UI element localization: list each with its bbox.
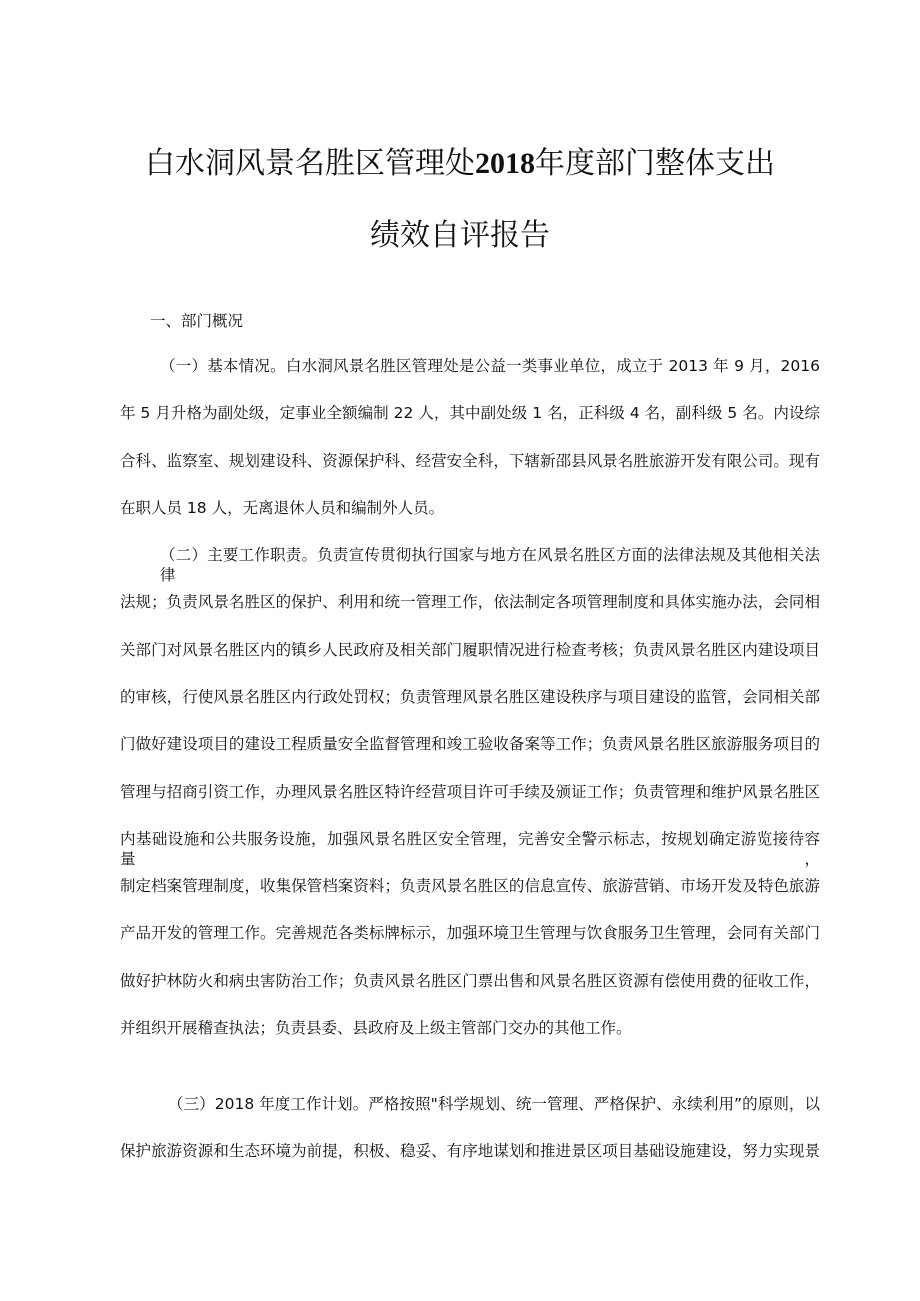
paragraph-line: 管理与招商引资工作，办理风景名胜区特许经营项目许可手续及颁证工作；负责管理和维护风景名胜区 xyxy=(120,782,820,801)
paragraph-line: 的审核，行使风景名胜区内行政处罚权；负责管理风景名胜区建设秩序与项目建设的监管，会同相关部 xyxy=(120,687,820,706)
document-title-line-1 xyxy=(0,138,920,182)
paragraph-line: 合科、监察室、规划建设科、资源保护科、经营安全科，下辖新邵县风景名胜旅游开发有限公司。现有 xyxy=(120,451,820,470)
paragraph-line: 门做好建设项目的建设工程质量安全监督管理和竣工验收备案等工作；负责风景名胜区旅游服务项目的 xyxy=(120,735,820,754)
title-part-2: 年度部门整体支出 xyxy=(535,146,775,181)
title-year: 2018 xyxy=(475,147,535,180)
paragraph-line: （二）主要工作职责。负责宣传贯彻执行国家与地方在风景名胜区方面的法律法规及其他相关法律 xyxy=(160,546,820,584)
paragraph-line: （一）基本情况。白水洞风景名胜区管理处是公益一类事业单位，成立于 2013 年 9 月，2016 xyxy=(160,357,820,375)
paragraph-line: 在职人员 18 人，无离退休人员和编制外人员。 xyxy=(120,498,445,517)
paragraph-line: 内基础设施和公共服务设施，加强风景名胜区安全管理，完善安全警示标志，按规划确定游览接待容量， xyxy=(120,829,820,868)
document-title-line-2: 绩效自评报告 xyxy=(370,218,550,253)
paragraph-line: 法规；负责风景名胜区的保护、利用和统一管理工作，依法制定各项管理制度和具体实施办法，会同相 xyxy=(120,593,820,612)
paragraph-line: 保护旅游资源和生态环境为前提，积极、稳妥、有序地谋划和推进景区项目基础设施建设，努力实现景 xyxy=(120,1142,820,1161)
section-heading: 一、部门概况 xyxy=(150,312,244,330)
paragraph-line: 产品开发的管理工作。完善规范各类标牌标示，加强环境卫生管理与饮食服务卫生管理，会同有关部门 xyxy=(120,924,820,943)
paragraph-line: 做好护林防火和病虫害防治工作；负责风景名胜区门票出售和风景名胜区资源有偿使用费的征收工作， xyxy=(120,971,820,990)
paragraph-line: 制定档案管理制度，收集保管档案资料；负责风景名胜区的信息宣传、旅游营销、市场开发及特色旅游 xyxy=(120,877,820,896)
title-part-1: 白水洞风景名胜区管理处 xyxy=(145,146,475,181)
paragraph-line: 关部门对风景名胜区内的镇乡人民政府及相关部门履职情况进行检查考核；负责风景名胜区内建设项目 xyxy=(120,640,820,659)
paragraph-line: （三）2018 年度工作计划。严格按照"科学规划、统一管理、严格保护、永续利用”的原则，以 xyxy=(168,1095,820,1113)
paragraph-line: 并组织开展稽查执法；负责县委、县政府及上级主管部门交办的其他工作。 xyxy=(120,1019,632,1037)
paragraph-line: 年 5 月升格为副处级，定事业全额编制 22 人，其中副处级 1 名，正科级 4 名，副科级 5 名。内设综 xyxy=(120,404,820,423)
